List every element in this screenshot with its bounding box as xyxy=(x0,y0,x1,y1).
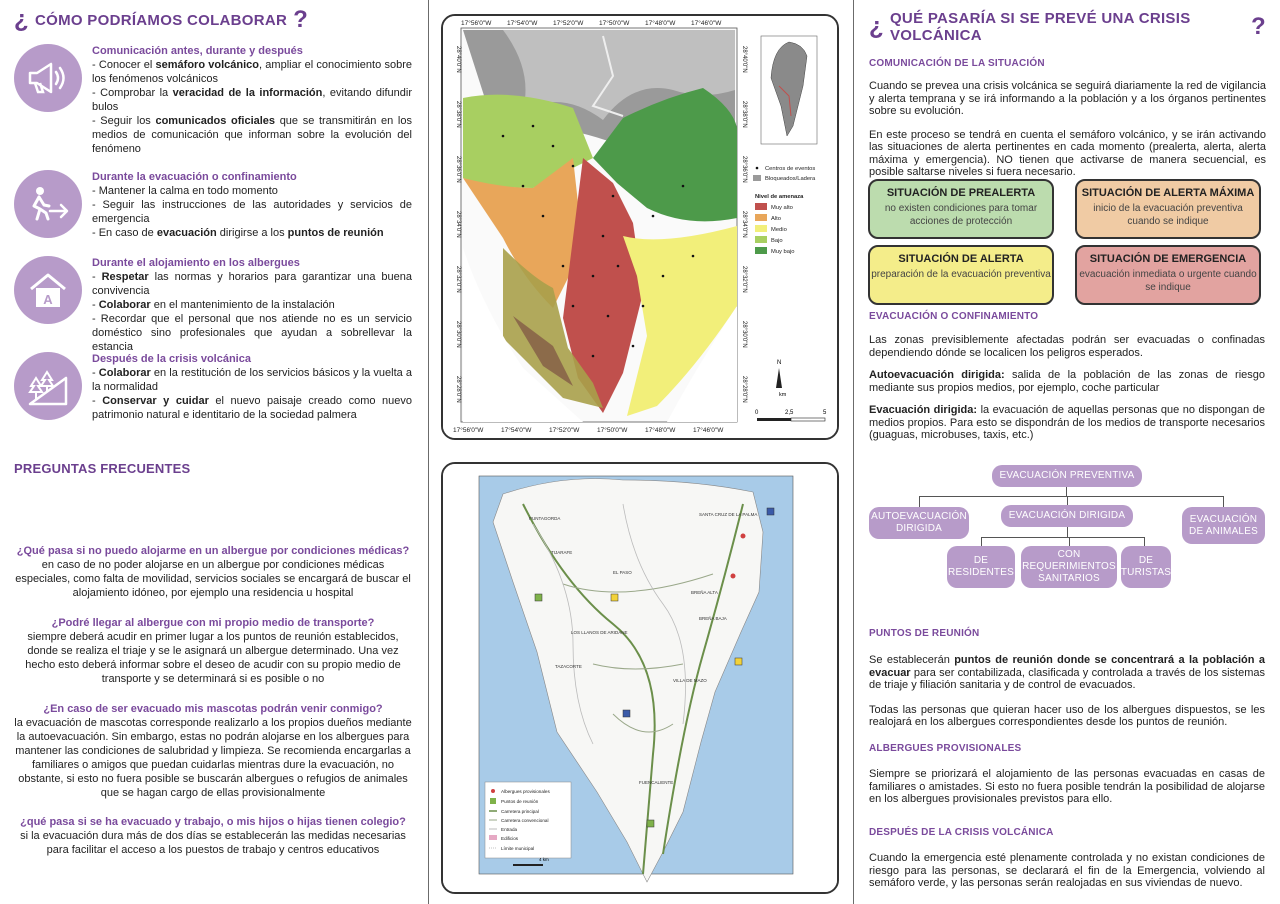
svg-text:17°54'0"W: 17°54'0"W xyxy=(507,20,538,27)
meeting-points-subtitle: PUNTOS DE REUNIÓN xyxy=(869,628,980,639)
svg-text:17°46'0"W: 17°46'0"W xyxy=(691,20,722,27)
collab-text-after-crisis: Después de la crisis volcánica - Colaborar en la restitución de los servicios básicos y la vuelta a la normalidad - Conservar y cuidar el nuevo paisaje creado como nuevo patrimonio natural e identitario de la sociedad palmera xyxy=(92,353,413,421)
svg-text:BREÑA BAJA: BREÑA BAJA xyxy=(699,616,727,621)
svg-text:17°52'0"W: 17°52'0"W xyxy=(549,427,580,434)
faq-item-work-school: ¿qué pasa si se ha evacuado y trabajo, o mis hijos o hijas tienen colegio? si la evacuación dura más de dos días se establecerán las medidas necesarias para facilitar el acceso a los puestos de trabajo y centros educativos xyxy=(20,816,406,856)
svg-text:BREÑA ALTA: BREÑA ALTA xyxy=(691,590,718,595)
svg-text:VILLA DE MAZO: VILLA DE MAZO xyxy=(673,678,707,683)
svg-text:28°34'0"N: 28°34'0"N xyxy=(741,211,747,238)
svg-text:Centros de eventos: Centros de eventos xyxy=(765,166,816,172)
tree-connector xyxy=(1144,537,1145,546)
svg-text:Edificios: Edificios xyxy=(501,836,519,841)
evacuation-map xyxy=(441,462,839,894)
faq-item-medical: ¿Qué pasa si no puedo alojarme en un albergue por condiciones médicas? en caso de no poder alojarse en un albergue por condiciones médicas especiales, como falta de movilidad, servicios sociales se encargará de buscar el alojamiento idóneo, por ejemplo una residencia u hospital xyxy=(15,545,411,599)
situation-max-alert: SITUACIÓN DE ALERTA MÁXIMA inicio de la evacuación preventiva cuando se indique xyxy=(1075,179,1261,239)
collab-item-evacuation xyxy=(14,170,412,256)
svg-text:28°38'0"N: 28°38'0"N xyxy=(455,101,461,128)
communication-paragraph-1: Cuando se prevea una crisis volcánica se seguirá diariamente la red de vigilancia y alerta temprana y se irá informando a la población y a los órganos pertinentes sobre su evolución. xyxy=(869,80,1266,117)
tree-connector xyxy=(1069,537,1070,546)
collab-text-evacuation: Durante la evacuación o confinamiento - Mantener la calma en todo momento - Seguir las instrucciones de las autoridades y servicios de emergencia - En caso de evacuación dirigirse a los puntos de reunión xyxy=(92,171,412,239)
svg-text:TIJARAFE: TIJARAFE xyxy=(551,550,573,555)
svg-text:Carretera principal: Carretera principal xyxy=(501,809,539,814)
collaborate-title: ¿ CÓMO PODRÍAMOS COLABORAR ? xyxy=(14,6,309,33)
megaphone-icon xyxy=(14,44,82,112)
svg-text:PUNTAGORDA: PUNTAGORDA xyxy=(529,516,561,521)
svg-text:17°48'0"W: 17°48'0"W xyxy=(645,427,676,434)
after-crisis-section xyxy=(869,827,1265,890)
svg-text:Muy alto: Muy alto xyxy=(771,205,793,211)
svg-text:Muy bajo: Muy bajo xyxy=(771,249,795,255)
svg-text:Entrada: Entrada xyxy=(501,827,518,832)
svg-text:28°28'0"N: 28°28'0"N xyxy=(455,376,461,403)
evacuation-paragraph: Las zonas previsiblemente afectadas podrán ser evacuadas o confinadas dependiendo dónde se localicen los peligros esperados. xyxy=(869,334,1265,359)
svg-text:28°30'0"N: 28°30'0"N xyxy=(741,321,747,348)
svg-text:Bajo: Bajo xyxy=(771,238,783,244)
tree-medical-needs: CON REQUERIMIENTOS SANITARIOS xyxy=(1021,546,1117,588)
tree-connector xyxy=(919,496,1224,497)
svg-text:4 km: 4 km xyxy=(539,857,549,862)
meeting-points-paragraph: Se establecerán puntos de reunión donde se concentrará a la población a evacuar para ser contabilizada, clasificada y controlada a través de los sistemas de triaje y filiación sanitaria y de control de evacuados. xyxy=(869,654,1265,691)
svg-text:Medio: Medio xyxy=(771,227,787,233)
after-crisis-paragraph: Cuando la emergencia esté plenamente controlada y no existan condiciones de riesgo para las personas, se declarará el fin de la Emergencia, volviendo al semáforo verde, y las personas serán realojadas en sus viviendas de nuevo. xyxy=(869,852,1265,889)
svg-text:17°52'0"W: 17°52'0"W xyxy=(553,20,584,27)
walking-person-icon xyxy=(14,170,82,238)
faq-item-transport: ¿Podré llegar al albergue con mi propio medio de transporte? siempre deberá acudir en primer lugar a los puntos de reunión establecidos, donde se realiza el triaje y se le asignará un albergue determinado. Una vez hecho esto deberá informar sobre el deseo de acudir con su propio medio de transporte y se determinará si es posible o no xyxy=(25,617,401,685)
evacuation-subtitle: EVACUACIÓN O CONFINAMIENTO xyxy=(869,311,1039,322)
self-evacuation-paragraph: Autoevacuación dirigida: salida de la población de las zonas de riesgo mediante sus propios medios, por ejemplo, coche particular xyxy=(869,369,1265,394)
svg-text:28°36'0"N: 28°36'0"N xyxy=(455,156,461,183)
tree-connector xyxy=(981,537,982,546)
situation-emergency: SITUACIÓN DE EMERGENCIA evacuación inmediata o urgente cuando se indique xyxy=(1075,245,1261,305)
shelter-relocation-paragraph: Todas las personas que quieran hacer uso de los albergues dispuestos, se les realojará en los albergues correspondientes desde los puntos de reunión. xyxy=(869,703,1265,728)
svg-text:17°46'0"W: 17°46'0"W xyxy=(693,427,724,434)
tree-connector xyxy=(1066,486,1067,496)
svg-text:Límite municipal: Límite municipal xyxy=(501,846,535,851)
svg-text:km: km xyxy=(779,392,787,398)
svg-text:28°40'0"N: 28°40'0"N xyxy=(455,46,461,73)
svg-text:LOS LLANOS DE ARIDANE: LOS LLANOS DE ARIDANE xyxy=(571,630,628,635)
svg-text:5: 5 xyxy=(823,410,827,416)
svg-text:28°30'0"N: 28°30'0"N xyxy=(455,321,461,348)
svg-text:Puntos de reunión: Puntos de reunión xyxy=(501,799,539,804)
trees-hill-icon xyxy=(14,352,82,420)
svg-text:2,5: 2,5 xyxy=(785,410,794,416)
house-icon xyxy=(14,256,82,324)
svg-text:17°56'0"W: 17°56'0"W xyxy=(461,20,492,27)
hazard-map xyxy=(441,14,839,440)
faq-item-pets: ¿En caso de ser evacuado mis mascotas podrán venir conmigo? la evacuación de mascotas corresponde realizarlo a los propios dueños mediante la autoevacuación. Sin embargo, estas no podrán alojarse en los albergues para mantener las condiciones de salubridad y limpieza. Se recomienda encargarlas a familiares o amigos que puedan cuidarlas mientras dure la evacuación, no obstante, si esto no fuera posible se buscarán albergues o refugios de animales que se hagan cargo de ellas provisionalmente xyxy=(14,703,412,799)
svg-text:Albergues provisionales: Albergues provisionales xyxy=(501,789,550,794)
svg-text:17°50'0"W: 17°50'0"W xyxy=(597,427,628,434)
svg-text:28°34'0"N: 28°34'0"N xyxy=(455,211,461,238)
tree-self-directed: AUTOEVACUACIÓN DIRIGIDA xyxy=(869,507,969,539)
collab-item-shelter xyxy=(14,256,412,352)
tree-tourists: DE TURISTAS xyxy=(1121,546,1171,588)
svg-text:17°50'0"W: 17°50'0"W xyxy=(599,20,630,27)
svg-text:17°54'0"W: 17°54'0"W xyxy=(501,427,532,434)
shelters-paragraph: Siempre se priorizará el alojamiento de las personas evacuadas en casas de familiares o amistades. Si esto no fuera posible tendrán la posibilidad de alojarse en los albergues provisionales previstos para ello. xyxy=(869,768,1265,805)
situation-prealert: SITUACIÓN DE PREALERTA no existen condiciones para tomar acciones de protección xyxy=(868,179,1054,239)
svg-text:Alto: Alto xyxy=(771,216,781,222)
svg-text:28°32'0"N: 28°32'0"N xyxy=(741,266,747,293)
svg-text:Nivel de amenaza: Nivel de amenaza xyxy=(755,194,804,200)
communication-subtitle: COMUNICACIÓN DE LA SITUACIÓN xyxy=(869,58,1045,69)
meeting-points-section xyxy=(869,628,1265,729)
situation-alert: SITUACIÓN DE ALERTA preparación de la evacuación preventiva xyxy=(868,245,1054,305)
communication-paragraph-2: En este proceso se tendrá en cuenta el semáforo volcánico, y se irán activando las situaciones de alerta pertinentes en cada momento (prealerta, alerta, alerta máxima y emergencia). NO tienen que activarse de manera secuencial, es posible saltarse niveles si fuera necesario. xyxy=(869,128,1266,178)
collab-text-shelter: Durante el alojamiento en los albergues - Respetar las normas y horarios para garantizar una buena convivencia - Colaborar en el mantenimiento de la instalación - Recordar que el personal que nos atiende no es un servicio doméstico sino profesionales que ayudan a sobrellevar la estancia xyxy=(92,257,412,353)
svg-text:SANTA CRUZ DE LA PALMA: SANTA CRUZ DE LA PALMA xyxy=(699,512,758,517)
svg-text:28°38'0"N: 28°38'0"N xyxy=(741,101,747,128)
directed-evacuation-paragraph: Evacuación dirigida: la evacuación de aquellas personas que no dispongan de medios propios. Para esto se dispondrán de los medios de transporte necesarios (guaguas, microbuses, taxis, etc.) xyxy=(869,404,1265,441)
svg-text:TAZACORTE: TAZACORTE xyxy=(555,664,582,669)
svg-text:28°28'0"N: 28°28'0"N xyxy=(741,376,747,403)
svg-text:Bloqueados/Ladera: Bloqueados/Ladera xyxy=(765,176,816,182)
svg-text:28°32'0"N: 28°32'0"N xyxy=(455,266,461,293)
shelters-subtitle: ALBERGUES PROVISIONALES xyxy=(869,743,1022,754)
faq-title: PREGUNTAS FRECUENTES xyxy=(14,461,191,476)
svg-text:28°40'0"N: 28°40'0"N xyxy=(741,46,747,73)
svg-text:28°36'0"N: 28°36'0"N xyxy=(741,156,747,183)
tree-connector xyxy=(1067,527,1068,537)
after-crisis-subtitle: DESPUÉS DE LA CRISIS VOLCÁNICA xyxy=(869,827,1054,838)
hazard-map-svg xyxy=(443,16,837,438)
collab-item-communication xyxy=(14,44,412,168)
shelters-section xyxy=(869,743,1265,806)
evacuation-section xyxy=(869,311,1265,442)
tree-directed: EVACUACIÓN DIRIGIDA xyxy=(1001,505,1133,527)
tree-root-preventive: EVACUACIÓN PREVENTIVA xyxy=(992,465,1142,487)
svg-text:Carretera convencional: Carretera convencional xyxy=(501,818,549,823)
collab-text-communication: Comunicación antes, durante y después - Conocer el semáforo volcánico, ampliar el conocimiento sobre los fenómenos volcánicos - Comprobar la veracidad de la información, evitando difundir bulos - Seguir los comunicados oficiales que se transmitirán en los medios de comunicación que informan sobre la evolución del fenómeno xyxy=(92,45,413,155)
svg-text:17°48'0"W: 17°48'0"W xyxy=(645,20,676,27)
svg-text:17°56'0"W: 17°56'0"W xyxy=(453,427,484,434)
tree-connector xyxy=(981,537,1145,538)
svg-text:A: A xyxy=(43,292,53,307)
svg-text:FUENCALIENTE: FUENCALIENTE xyxy=(639,780,674,785)
maps-column xyxy=(428,0,853,904)
tree-animals: EVACUACIÓN DE ANIMALES xyxy=(1182,507,1265,544)
svg-text:N: N xyxy=(777,360,782,366)
evacuation-map-svg xyxy=(443,464,837,892)
crisis-title: ¿ QUÉ PASARÍA SI SE PREVÉ UNA CRISIS VOLCÁNICA ? xyxy=(869,10,1266,44)
svg-text:EL PASO: EL PASO xyxy=(613,570,632,575)
tree-residents: DE RESIDENTES xyxy=(947,546,1015,588)
svg-text:0: 0 xyxy=(755,410,759,416)
collab-item-after-crisis xyxy=(14,352,412,432)
